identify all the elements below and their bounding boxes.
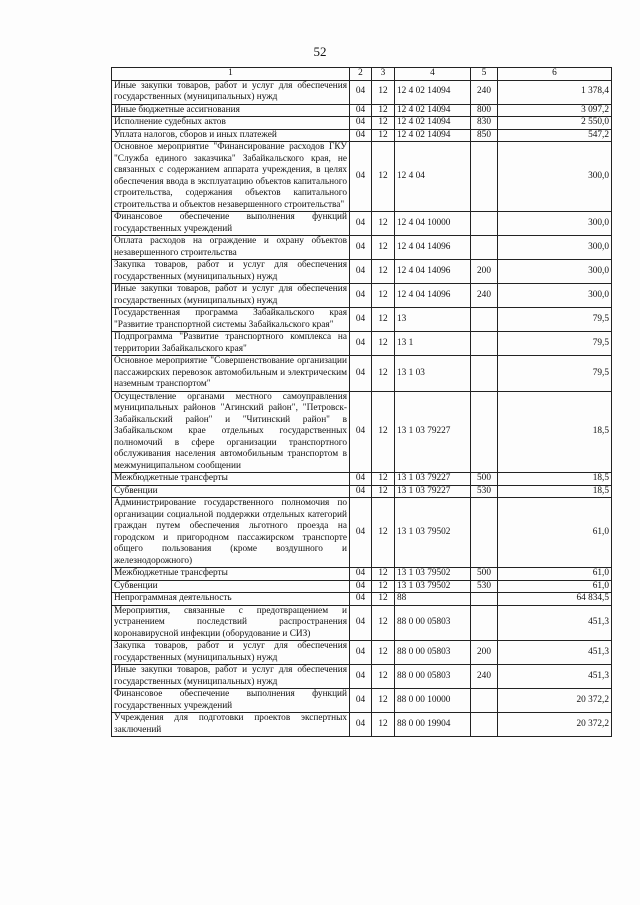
target-article-code: 88 0 00 05803 xyxy=(395,665,471,689)
amount: 61,0 xyxy=(498,580,612,593)
subsection-code: 12 xyxy=(372,236,395,260)
target-article-code: 13 xyxy=(395,308,471,332)
table-row xyxy=(112,641,612,665)
amount: 451,3 xyxy=(498,665,612,689)
subsection-code: 12 xyxy=(372,568,395,581)
row-name: Иные закупки товаров, работ и услуг для обеспечения государственных (муниципальных) нужд xyxy=(112,665,350,689)
subsection-code: 12 xyxy=(372,129,395,142)
expense-type-code: 850 xyxy=(471,129,498,142)
subsection-code: 12 xyxy=(372,332,395,356)
subsection-code: 12 xyxy=(372,593,395,606)
row-name: Уплата налогов, сборов и иных платежей xyxy=(112,129,350,142)
row-name: Иные бюджетные ассигнования xyxy=(112,104,350,117)
section-code: 04 xyxy=(350,568,372,581)
table-row xyxy=(112,473,612,486)
row-name: Основное мероприятие "Финансирование расходов ГКУ "Служба единого заказчика" Забайкальского края, не связанных с содержанием аппарата учреждения, в целях обеспечения ввода в эксплуатацию объектов капитального строительства, содержания объектов капитального строительства и объектов незавершенного строительства" xyxy=(112,142,350,212)
target-article-code: 13 1 xyxy=(395,332,471,356)
expense-type-code xyxy=(471,142,498,212)
section-code: 04 xyxy=(350,473,372,486)
target-article-code: 13 1 03 79502 xyxy=(395,580,471,593)
subsection-code: 12 xyxy=(372,580,395,593)
table-row xyxy=(112,260,612,284)
subsection-code: 12 xyxy=(372,485,395,498)
table-row xyxy=(112,332,612,356)
target-article-code: 13 1 03 79227 xyxy=(395,485,471,498)
amount: 18,5 xyxy=(498,391,612,473)
amount: 18,5 xyxy=(498,473,612,486)
amount: 20 372,2 xyxy=(498,689,612,713)
target-article-code: 12 4 04 14096 xyxy=(395,284,471,308)
expense-type-code xyxy=(471,593,498,606)
target-article-code: 12 4 04 14096 xyxy=(395,260,471,284)
subsection-code: 12 xyxy=(372,689,395,713)
section-code: 04 xyxy=(350,641,372,665)
section-code: 04 xyxy=(350,391,372,473)
expense-type-code: 830 xyxy=(471,117,498,130)
subsection-code: 12 xyxy=(372,391,395,473)
subsection-code: 12 xyxy=(372,80,395,104)
amount: 547,2 xyxy=(498,129,612,142)
row-name: Субвенции xyxy=(112,580,350,593)
amount: 300,0 xyxy=(498,212,612,236)
row-name: Закупка товаров, работ и услуг для обеспечения государственных (муниципальных) нужд xyxy=(112,260,350,284)
subsection-code: 12 xyxy=(372,641,395,665)
amount: 300,0 xyxy=(498,142,612,212)
row-name: Непрограммная деятельность xyxy=(112,593,350,606)
expense-type-code: 240 xyxy=(471,665,498,689)
amount: 61,0 xyxy=(498,498,612,568)
row-name: Исполнение судебных актов xyxy=(112,117,350,130)
table-row xyxy=(112,236,612,260)
row-name: Иные закупки товаров, работ и услуг для обеспечения государственных (муниципальных) нужд xyxy=(112,80,350,104)
expense-type-code xyxy=(471,308,498,332)
expense-type-code: 200 xyxy=(471,641,498,665)
row-name: Осуществление органами местного самоуправления муниципальных районов "Агинский район", "Петровск-Забайкальский район" и "Читинский район" в Забайкальском крае отдельных государственных полномочий в сфере организации транспортного обслуживания населения автомобильным транспортом в межмуниципальном сообщении xyxy=(112,391,350,473)
section-code: 04 xyxy=(350,104,372,117)
section-code: 04 xyxy=(350,308,372,332)
section-code: 04 xyxy=(350,356,372,392)
expense-type-code: 800 xyxy=(471,104,498,117)
target-article-code: 88 xyxy=(395,593,471,606)
table-row xyxy=(112,129,612,142)
budget-table xyxy=(111,67,612,737)
row-name: Администрирование государственного полномочия по организации социальной поддержки отдельных категорий граждан путем обеспечения льготного проезда на городском и пригородном пассажирском транспорте общего пользования (кроме воздушного и железнодорожного) xyxy=(112,498,350,568)
row-name: Финансовое обеспечение выполнения функций государственных учреждений xyxy=(112,689,350,713)
table-row xyxy=(112,308,612,332)
section-code: 04 xyxy=(350,689,372,713)
table-row xyxy=(112,593,612,606)
amount: 3 097,2 xyxy=(498,104,612,117)
row-name: Оплата расходов на ограждение и охрану объектов незавершенного строительства xyxy=(112,236,350,260)
subsection-code: 12 xyxy=(372,356,395,392)
header-cell: 5 xyxy=(471,68,498,81)
amount: 20 372,2 xyxy=(498,713,612,737)
row-name: Подпрограмма "Развитие транспортного комплекса на территории Забайкальского края" xyxy=(112,332,350,356)
subsection-code: 12 xyxy=(372,605,395,641)
expense-type-code xyxy=(471,332,498,356)
amount: 64 834,5 xyxy=(498,593,612,606)
row-name: Учреждения для подготовки проектов экспертных заключений xyxy=(112,713,350,737)
table-row xyxy=(112,568,612,581)
target-article-code: 88 0 00 05803 xyxy=(395,641,471,665)
target-article-code: 12 4 04 xyxy=(395,142,471,212)
section-code: 04 xyxy=(350,498,372,568)
subsection-code: 12 xyxy=(372,473,395,486)
table-row xyxy=(112,713,612,737)
section-code: 04 xyxy=(350,713,372,737)
header-cell: 3 xyxy=(372,68,395,81)
table-row xyxy=(112,117,612,130)
target-article-code: 88 0 00 10000 xyxy=(395,689,471,713)
target-article-code: 12 4 02 14094 xyxy=(395,129,471,142)
amount: 79,5 xyxy=(498,356,612,392)
section-code: 04 xyxy=(350,580,372,593)
expense-type-code: 530 xyxy=(471,580,498,593)
section-code: 04 xyxy=(350,605,372,641)
expense-type-code xyxy=(471,689,498,713)
table-row xyxy=(112,580,612,593)
amount: 2 550,0 xyxy=(498,117,612,130)
table-row xyxy=(112,498,612,568)
expense-type-code xyxy=(471,498,498,568)
target-article-code: 13 1 03 79227 xyxy=(395,473,471,486)
target-article-code: 12 4 02 14094 xyxy=(395,80,471,104)
row-name: Межбюджетные трансферты xyxy=(112,473,350,486)
section-code: 04 xyxy=(350,332,372,356)
subsection-code: 12 xyxy=(372,713,395,737)
amount: 18,5 xyxy=(498,485,612,498)
section-code: 04 xyxy=(350,284,372,308)
expense-type-code xyxy=(471,391,498,473)
table-row xyxy=(112,689,612,713)
amount: 61,0 xyxy=(498,568,612,581)
page-number: 52 xyxy=(313,44,327,59)
section-code: 04 xyxy=(350,260,372,284)
section-code: 04 xyxy=(350,80,372,104)
target-article-code: 12 4 02 14094 xyxy=(395,104,471,117)
subsection-code: 12 xyxy=(372,260,395,284)
amount: 451,3 xyxy=(498,641,612,665)
table-row xyxy=(112,356,612,392)
expense-type-code: 530 xyxy=(471,485,498,498)
table-row xyxy=(112,391,612,473)
expense-type-code xyxy=(471,236,498,260)
row-name: Мероприятия, связанные с предотвращением и устранением последствий распространения коронавирусной инфекции (оборудование и СИЗ) xyxy=(112,605,350,641)
target-article-code: 13 1 03 xyxy=(395,356,471,392)
amount: 79,5 xyxy=(498,332,612,356)
amount: 300,0 xyxy=(498,260,612,284)
target-article-code: 88 0 00 05803 xyxy=(395,605,471,641)
expense-type-code xyxy=(471,356,498,392)
expense-type-code: 240 xyxy=(471,284,498,308)
row-name: Иные закупки товаров, работ и услуг для обеспечения государственных (муниципальных) нужд xyxy=(112,284,350,308)
row-name: Межбюджетные трансферты xyxy=(112,568,350,581)
target-article-code: 88 0 00 19904 xyxy=(395,713,471,737)
target-article-code: 12 4 02 14094 xyxy=(395,117,471,130)
subsection-code: 12 xyxy=(372,117,395,130)
table-row xyxy=(112,485,612,498)
section-code: 04 xyxy=(350,236,372,260)
target-article-code: 12 4 04 10000 xyxy=(395,212,471,236)
subsection-code: 12 xyxy=(372,665,395,689)
table-row xyxy=(112,104,612,117)
header-cell: 4 xyxy=(395,68,471,81)
section-code: 04 xyxy=(350,665,372,689)
amount: 1 378,4 xyxy=(498,80,612,104)
section-code: 04 xyxy=(350,593,372,606)
amount: 451,3 xyxy=(498,605,612,641)
table-row xyxy=(112,142,612,212)
table-row xyxy=(112,665,612,689)
row-name: Закупка товаров, работ и услуг для обеспечения государственных (муниципальных) нужд xyxy=(112,641,350,665)
amount: 300,0 xyxy=(498,236,612,260)
amount: 300,0 xyxy=(498,284,612,308)
row-name: Основное мероприятие "Совершенствование организации пассажирских перевозок автомобильным и электрическим наземным транспортом" xyxy=(112,356,350,392)
subsection-code: 12 xyxy=(372,284,395,308)
table-row xyxy=(112,212,612,236)
expense-type-code xyxy=(471,713,498,737)
subsection-code: 12 xyxy=(372,308,395,332)
subsection-code: 12 xyxy=(372,212,395,236)
expense-type-code: 500 xyxy=(471,473,498,486)
target-article-code: 13 1 03 79227 xyxy=(395,391,471,473)
expense-type-code: 500 xyxy=(471,568,498,581)
subsection-code: 12 xyxy=(372,104,395,117)
target-article-code: 12 4 04 14096 xyxy=(395,236,471,260)
section-code: 04 xyxy=(350,212,372,236)
table-row xyxy=(112,605,612,641)
section-code: 04 xyxy=(350,485,372,498)
amount: 79,5 xyxy=(498,308,612,332)
section-code: 04 xyxy=(350,142,372,212)
header-cell: 1 xyxy=(112,68,350,81)
subsection-code: 12 xyxy=(372,498,395,568)
target-article-code: 13 1 03 79502 xyxy=(395,498,471,568)
expense-type-code xyxy=(471,212,498,236)
header-row xyxy=(112,68,612,81)
section-code: 04 xyxy=(350,129,372,142)
table-row xyxy=(112,284,612,308)
row-name: Государственная программа Забайкальского края "Развитие транспортной системы Забайкальского края" xyxy=(112,308,350,332)
target-article-code: 13 1 03 79502 xyxy=(395,568,471,581)
expense-type-code: 200 xyxy=(471,260,498,284)
expense-type-code: 240 xyxy=(471,80,498,104)
header-cell: 6 xyxy=(498,68,612,81)
expense-type-code xyxy=(471,605,498,641)
subsection-code: 12 xyxy=(372,142,395,212)
header-cell: 2 xyxy=(350,68,372,81)
row-name: Субвенции xyxy=(112,485,350,498)
section-code: 04 xyxy=(350,117,372,130)
table-row xyxy=(112,80,612,104)
row-name: Финансовое обеспечение выполнения функций государственных учреждений xyxy=(112,212,350,236)
